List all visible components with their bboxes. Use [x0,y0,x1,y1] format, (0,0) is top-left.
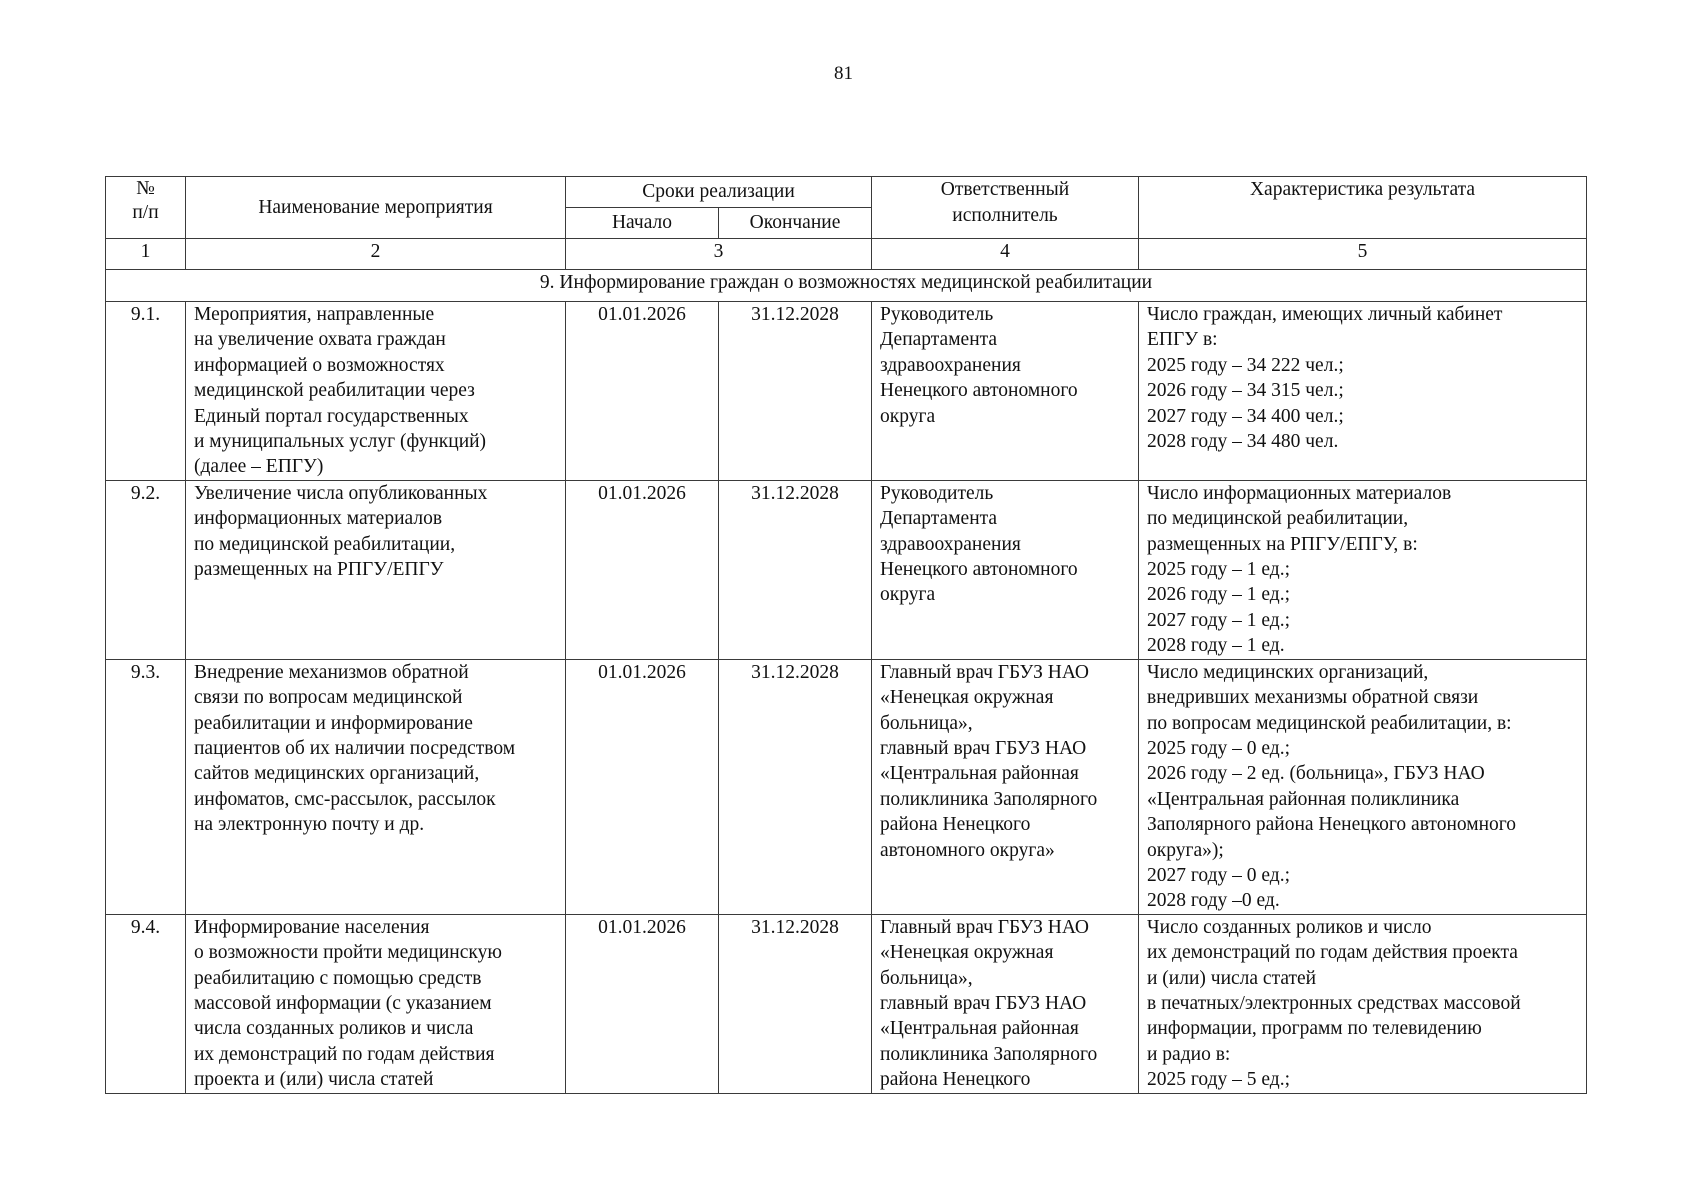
section-row [106,270,1587,302]
start-date: 01.01.2026 [566,914,719,1093]
header-terms: Сроки реализации [566,177,872,208]
activity-name: Внедрение механизмов обратной связи по вопросам медицинской реабилитации и информирование пациентов об их наличии посредством сайтов медицинских организаций, инфоматов, смс-рассылок, рассылок на электронную почту и др. [186,659,566,914]
column-number: 2 [186,239,566,270]
header-start: Начало [566,208,719,239]
row-number: 9.2. [106,480,186,659]
result: Число медицинских организаций, внедривших механизмы обратной связи по вопросам медицинской реабилитации, в: 2025 году – 0 ед.; 2026 году – 2 ед. (больница», ГБУЗ НАО «Центральная районная поликлиника Заполярного района Ненецкого автономного округа»); 2027 году – 0 ед.; 2028 году –0 ед. [1139,659,1587,914]
row-number: 9.3. [106,659,186,914]
column-number: 1 [106,239,186,270]
table-row [106,480,1587,659]
header-end: Окончание [719,208,872,239]
result: Число информационных материалов по медицинской реабилитации, размещенных на РПГУ/ЕПГУ, в: 2025 году – 1 ед.; 2026 году – 1 ед.; 2027 году – 1 ед.; 2028 году – 1 ед. [1139,480,1587,659]
responsible: Руководитель Департамента здравоохранения Ненецкого автономного округа [872,480,1139,659]
header-name: Наименование мероприятия [186,177,566,239]
column-number: 3 [566,239,872,270]
column-number: 4 [872,239,1139,270]
activities-table [105,176,1587,1094]
activity-name: Увеличение числа опубликованных информационных материалов по медицинской реабилитации, размещенных на РПГУ/ЕПГУ [186,480,566,659]
start-date: 01.01.2026 [566,302,719,481]
column-numbers-row [106,239,1587,270]
end-date: 31.12.2028 [719,659,872,914]
end-date: 31.12.2028 [719,914,872,1093]
result: Число граждан, имеющих личный кабинет ЕПГУ в: 2025 году – 34 222 чел.; 2026 году – 34 315 чел.; 2027 году – 34 400 чел.; 2028 году – 34 480 чел. [1139,302,1587,481]
activity-name: Мероприятия, направленные на увеличение охвата граждан информацией о возможностях медицинской реабилитации через Единый портал государственных и муниципальных услуг (функций) (далее – ЕПГУ) [186,302,566,481]
table-row [106,302,1587,481]
table-header-row [106,177,1587,208]
table-row [106,914,1587,1093]
responsible: Главный врач ГБУЗ НАО «Ненецкая окружная больница», главный врач ГБУЗ НАО «Центральная районная поликлиника Заполярного района Ненецкого автономного округа» [872,659,1139,914]
table-row [106,659,1587,914]
end-date: 31.12.2028 [719,480,872,659]
start-date: 01.01.2026 [566,659,719,914]
activity-name: Информирование населения о возможности пройти медицинскую реабилитацию с помощью средств массовой информации (с указанием числа созданных роликов и числа их демонстраций по годам действия проекта и (или) числа статей [186,914,566,1093]
header-responsible: Ответственный исполнитель [872,177,1139,239]
row-number: 9.4. [106,914,186,1093]
header-num: № п/п [106,177,186,239]
responsible: Главный врач ГБУЗ НАО «Ненецкая окружная больница», главный врач ГБУЗ НАО «Центральная районная поликлиника Заполярного района Ненецкого [872,914,1139,1093]
start-date: 01.01.2026 [566,480,719,659]
header-result: Характеристика результата [1139,177,1587,239]
row-number: 9.1. [106,302,186,481]
page-number: 81 [834,63,853,84]
section-title: 9. Информирование граждан о возможностях медицинской реабилитации [106,270,1587,302]
end-date: 31.12.2028 [719,302,872,481]
column-number: 5 [1139,239,1587,270]
result: Число созданных роликов и число их демонстраций по годам действия проекта и (или) числа статей в печатных/электронных средствах массовой информации, программ по телевидению и радио в: 2025 году – 5 ед.; [1139,914,1587,1093]
responsible: Руководитель Департамента здравоохранения Ненецкого автономного округа [872,302,1139,481]
